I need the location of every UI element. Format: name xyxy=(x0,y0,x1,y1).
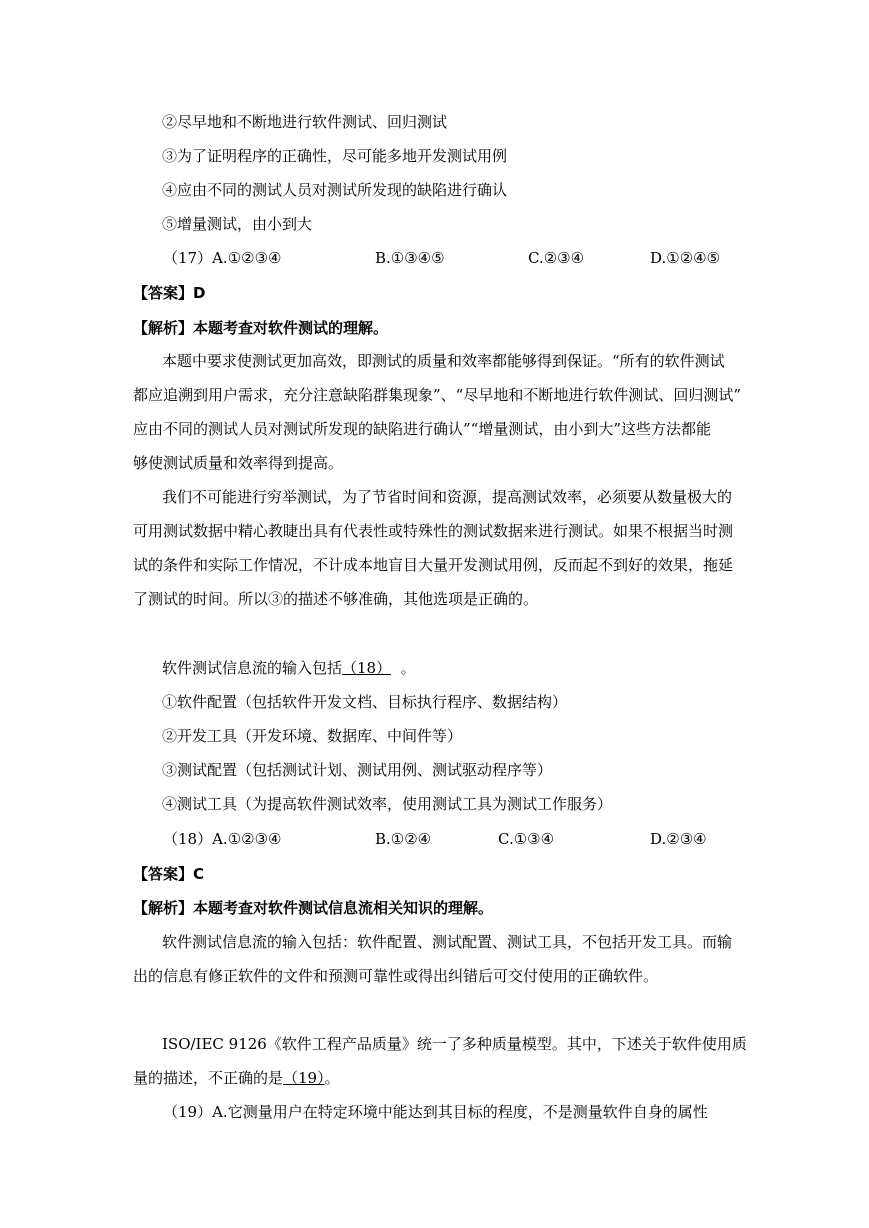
q19-blank: （19） xyxy=(283,1069,325,1087)
q18-item-4: ④测试工具（为提高软件测试效率，使用测试工具为测试工作服务） xyxy=(162,795,613,813)
q19-option-a: （19）A.它测量用户在特定环境中能达到其目标的程度，不是测量软件自身的属性 xyxy=(163,1103,708,1121)
q18-stem-suffix: 。 xyxy=(400,659,416,677)
q18-option-d: D.②③④ xyxy=(650,830,707,848)
q19-stem-suffix: 。 xyxy=(324,1069,340,1087)
q18-analysis-line: 软件测试信息流的输入包括：软件配置、测试配置、测试工具，不包括开发工具。而输 xyxy=(162,933,733,951)
q18-item-2: ②开发工具（开发环境、数据库、中间件等） xyxy=(162,727,463,745)
q18-option-a: （18）A.①②③④ xyxy=(163,830,282,848)
q17-analysis-line: 我们不可能进行穷举测试，为了节省时间和资源，提高测试效率，必须要从数量极大的 xyxy=(162,488,733,506)
q18-stem xyxy=(162,658,416,678)
q18-blank: （18） xyxy=(342,659,392,677)
q18-stem-prefix: 软件测试信息流的输入包括 xyxy=(162,659,343,677)
q18-analysis-line: 出的信息有修正软件的文件和预测可靠性或得出纠错后可交付使用的正确软件。 xyxy=(133,967,659,985)
q17-item-4: ④应由不同的测试人员对测试所发现的缺陷进行确认 xyxy=(162,181,508,199)
q19-stem-prefix: 量的描述，不正确的是 xyxy=(133,1069,284,1087)
q18-answer: 【答案】C xyxy=(133,865,205,883)
q17-analysis-line: 应由不同的测试人员对测试所发现的缺陷进行确认”“增量测试，由小到大”这些方法都能 xyxy=(133,420,712,438)
q17-analysis-line: 够使测试质量和效率得到提高。 xyxy=(133,454,344,472)
q17-item-5: ⑤增量测试，由小到大 xyxy=(162,215,313,233)
q17-option-c: C.②③④ xyxy=(528,249,585,267)
q19-stem-line1: ISO/IEC 9126《软件工程产品质量》统一了多种质量模型。其中，下述关于软件使用质 xyxy=(162,1035,747,1053)
q17-analysis-title: 【解析】本题考查对软件测试的理解。 xyxy=(133,319,389,337)
q17-option-d: D.①②④⑤ xyxy=(650,249,721,267)
q19-stem-line2 xyxy=(133,1068,340,1088)
q17-analysis-line: 本题中要求使测试更加高效，即测试的质量和效率都能够得到保证。“所有的软件测试 xyxy=(162,352,725,370)
q17-option-b: B.①③④⑤ xyxy=(375,249,445,267)
q17-answer: 【答案】D xyxy=(133,284,206,302)
q18-option-c: C.①③④ xyxy=(498,830,555,848)
q18-analysis-title: 【解析】本题考查对软件测试信息流相关知识的理解。 xyxy=(133,899,494,917)
q17-item-3: ③为了证明程序的正确性，尽可能多地开发测试用例 xyxy=(162,147,508,165)
q17-analysis-line: 试的条件和实际工作情况，不计成本地盲目大量开发测试用例，反而起不到好的效果，拖延 xyxy=(133,556,734,574)
q18-option-b: B.①②④ xyxy=(375,830,432,848)
q18-stem-space xyxy=(391,659,401,677)
q17-item-2: ②尽早地和不断地进行软件测试、回归测试 xyxy=(162,113,448,131)
q17-analysis-line: 了测试的时间。所以③的描述不够准确，其他选项是正确的。 xyxy=(133,590,539,608)
q17-analysis-line: 可用测试数据中精心教睫出具有代表性或特殊性的测试数据来进行测试。如果不根据当时测 xyxy=(133,522,734,540)
q17-analysis-line: 都应追溯到用户需求，充分注意缺陷群集现象”、“尽早地和不断地进行软件测试、回归测试” xyxy=(133,386,742,404)
q18-item-1: ①软件配置（包括软件开发文档、目标执行程序、数据结构） xyxy=(162,693,568,711)
q18-item-3: ③测试配置（包括测试计划、测试用例、测试驱动程序等） xyxy=(162,761,553,779)
q17-option-a: （17）A.①②③④ xyxy=(163,249,282,267)
